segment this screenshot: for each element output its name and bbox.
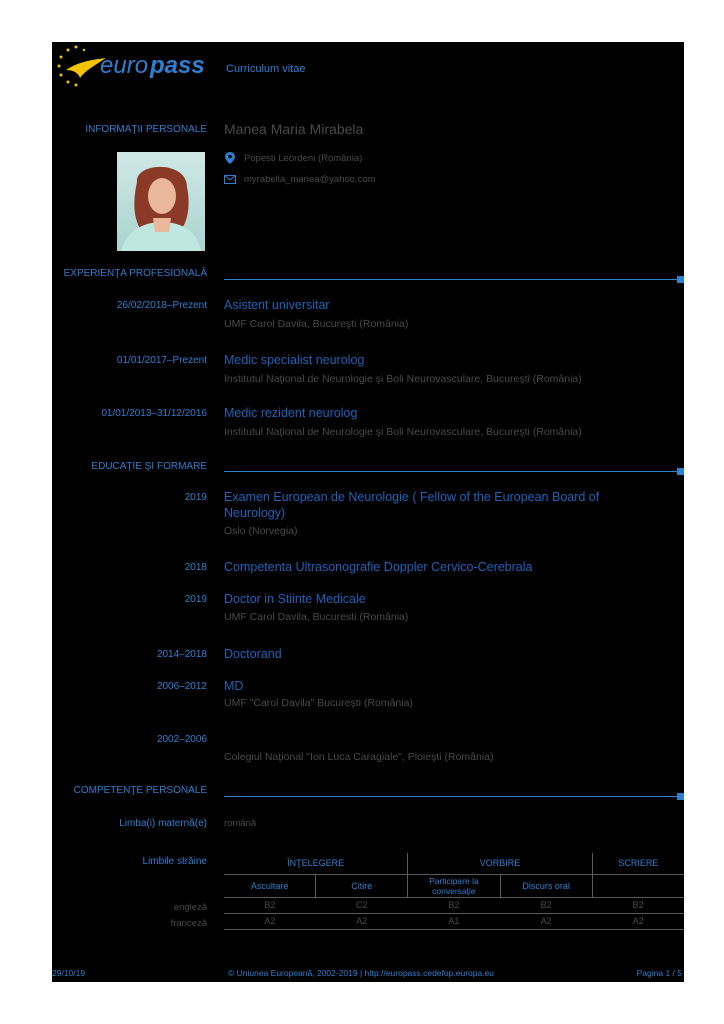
level-cell: B2 — [224, 897, 316, 913]
experience-title: Medic specialist neurolog — [224, 353, 365, 367]
experience-date: 01/01/2013–31/12/2016 — [101, 408, 207, 419]
education-title: Competenta Ultrasonografie Doppler Cervico-Cerebrala — [224, 560, 533, 574]
language-name: franceză — [170, 918, 207, 929]
section-divider — [224, 279, 682, 280]
level-cell: A1 — [408, 913, 500, 929]
education-date: 2018 — [184, 562, 207, 573]
foreign-languages-label: Limbile străine — [142, 856, 207, 867]
education-date: 2002–2006 — [156, 734, 207, 745]
education-org: UMF "Carol Davila" Bucureşti (România) — [224, 697, 413, 709]
cv-page — [52, 42, 684, 982]
experience-org: Institutul Naţional de Neurologie şi Boli Neurovasculare, Bucureşti (România) — [224, 426, 582, 438]
group-header-writing: SCRIERE — [592, 853, 684, 874]
subheader-listening: Ascultare — [224, 874, 316, 897]
experience-title: Medic rezident neurolog — [224, 406, 358, 420]
group-header-speaking: VORBIRE — [408, 853, 592, 874]
mother-tongue-label: Limba(i) maternă(e) — [119, 818, 207, 829]
email-icon — [224, 175, 236, 184]
education-title: Doctor in Stiinte Medicale — [224, 592, 366, 606]
education-date: 2014–2018 — [156, 649, 207, 660]
experience-org: Institutul Naţional de Neurologie şi Boli Neurovasculare, Bucureşti (România) — [224, 373, 582, 385]
mother-tongue-value: română — [224, 818, 257, 829]
subheader-reading: Citire — [316, 874, 408, 897]
logo-pass-text: pass — [150, 52, 205, 79]
education-title: Doctorand — [224, 647, 282, 661]
section-divider — [224, 471, 682, 472]
education-org: UMF Carol Davila, Bucuresti (România) — [224, 611, 409, 623]
education-org: Oslo (Norvegia) — [224, 525, 298, 537]
europass-logo — [56, 44, 216, 88]
section-divider — [224, 796, 682, 797]
person-name: Manea Maria Mirabela — [224, 121, 364, 137]
experience-date: 26/02/2018–Prezent — [116, 300, 207, 311]
location-icon — [225, 152, 235, 164]
education-title: MD — [224, 679, 244, 693]
subheader-writing — [592, 874, 684, 897]
footer-page-number: Pagina 1 / 5 — [636, 968, 682, 978]
education-date: 2019 — [184, 492, 207, 503]
location-text: Popesti Leordeni (România) — [244, 153, 363, 164]
group-header-understanding: ÎNŢELEGERE — [224, 853, 408, 874]
cv-title: Curriculum vitae — [226, 63, 306, 75]
experience-org: UMF Carol Davila, Bucureşti (România) — [224, 318, 409, 330]
level-cell: A2 — [592, 913, 684, 929]
section-label-personal: INFORMAŢII PERSONALE — [85, 124, 207, 135]
education-title-cont: Neurology) — [224, 506, 286, 520]
education-date: 2019 — [184, 594, 207, 605]
section-label-experience: EXPERIENŢA PROFESIONALĂ — [63, 268, 207, 279]
level-cell: A2 — [316, 913, 408, 929]
level-cell: B2 — [408, 897, 500, 913]
level-cell: A2 — [224, 913, 316, 929]
section-label-skills: COMPETENŢE PERSONALE — [73, 785, 207, 796]
experience-title: Asistent universitar — [224, 298, 330, 312]
profile-photo — [117, 152, 205, 251]
level-cell: B2 — [500, 897, 592, 913]
email-link[interactable]: myrabella_manea@yahoo.com — [244, 174, 376, 185]
level-cell: A2 — [500, 913, 592, 929]
education-date: 2006–2012 — [156, 681, 207, 692]
language-table — [224, 853, 684, 930]
experience-date: 01/01/2017–Prezent — [116, 355, 207, 366]
language-name: engleză — [173, 902, 207, 913]
section-label-education: EDUCAŢIE ŞI FORMARE — [91, 461, 207, 472]
footer-copyright[interactable]: © Uniunea Europeană, 2002-2019 | http://europass.cedefop.europa.eu — [228, 968, 495, 978]
footer-date: 29/10/19 — [52, 968, 86, 978]
subheader-production: Discurs oral — [500, 874, 592, 897]
subheader-interaction: Participare la conversaţie — [408, 874, 500, 897]
education-org: Colegiul Naţional "Ion Luca Caragiale", Ploieşti (România) — [224, 751, 494, 763]
logo-euro-text: euro — [100, 52, 149, 79]
level-cell: C2 — [316, 897, 408, 913]
level-cell: B2 — [592, 897, 684, 913]
education-title: Examen European de Neurologie ( Fellow of the European Board of — [224, 490, 600, 504]
